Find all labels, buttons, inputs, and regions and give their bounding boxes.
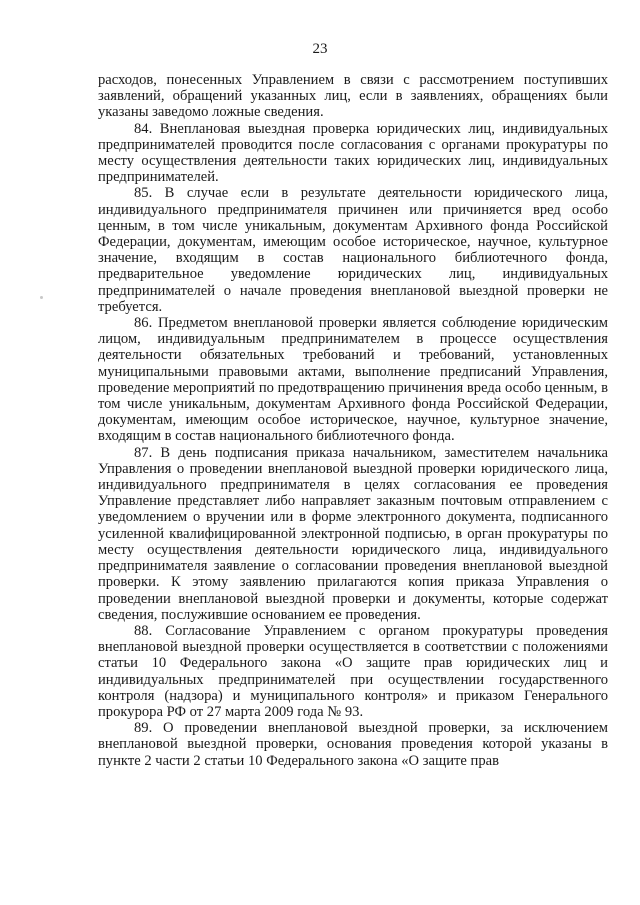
paragraph-85: 85. В случае если в результате деятельности юридического лица, индивидуального предпринимателя причинен или причиняется вред особо ценным, в том числе уникальным, документам Архивного фонда Российской Федерации, документам, имеющим особое историческое, научное, культурное значение, входящим в состав национального библиотечного фонда, предварительное уведомление юридических лиц, индивидуальных предпринимателей о начале проведения внеплановой выездной проверки не требуется. bbox=[98, 185, 608, 315]
paragraph-88: 88. Согласование Управлением с органом прокуратуры проведения внеплановой выездной проверки осуществляется в соответствии с положениями статьи 10 Федерального закона «О защите прав юридических лиц и индивидуальных предпринимателей при осуществлении государственного контроля (надзора) и муниципального контроля» и приказом Генерального прокурора РФ от 27 марта 2009 года № 93. bbox=[98, 622, 608, 720]
paragraph-continuation: расходов, понесенных Управлением в связи с рассмотрением поступивших заявлений, обращений указанных лиц, если в заявлениях, обращениях были указаны заведомо ложные сведения. bbox=[98, 72, 608, 121]
body-text bbox=[98, 72, 608, 769]
paragraph-86: 86. Предметом внеплановой проверки является соблюдение юридическим лицом, индивидуальным предпринимателем в процессе осуществления деятельности обязательных требований и требований, установленных муниципальными правовыми актами, выполнение предписаний Управления, проведение мероприятий по предотвращению причинения вреда особо ценным, в том числе уникальным, документам Архивного фонда Российской Федерации, документам, имеющим особое историческое, научное, культурное значение, входящим в состав национального библиотечного фонда. bbox=[98, 315, 608, 445]
page-number: 23 bbox=[312, 41, 328, 57]
paragraph-89: 89. О проведении внеплановой выездной проверки, за исключением внеплановой выездной проверки, основания проведения которой указаны в пункте 2 части 2 статьи 10 Федерального закона «О защите прав bbox=[98, 720, 608, 769]
margin-mark bbox=[40, 296, 43, 299]
paragraph-84: 84. Внеплановая выездная проверка юридических лиц, индивидуальных предпринимателей проводится после согласования с органами прокуратуры по месту осуществления деятельности таких юридических лиц, индивидуальных предпринимателей. bbox=[98, 120, 608, 186]
paragraph-87: 87. В день подписания приказа начальником, заместителем начальника Управления о проведении внеплановой выездной проверки юридического лица, индивидуального предпринимателя в целях согласования ее проведения Управление представляет либо направляет заказным почтовым отправлением с уведомлением о вручении или в форме электронного документа, подписанного усиленной квалифицированной электронной подписью, в орган прокуратуры по месту осуществления деятельности юридического лица, индивидуального предпринимателя заявление о согласовании проведения внеплановой выездной проверки. К этому заявлению прилагаются копия приказа Управления о проведении внеплановой выездной проверки и документы, которые содержат сведения, послужившие основанием ее проведения. bbox=[98, 444, 608, 623]
